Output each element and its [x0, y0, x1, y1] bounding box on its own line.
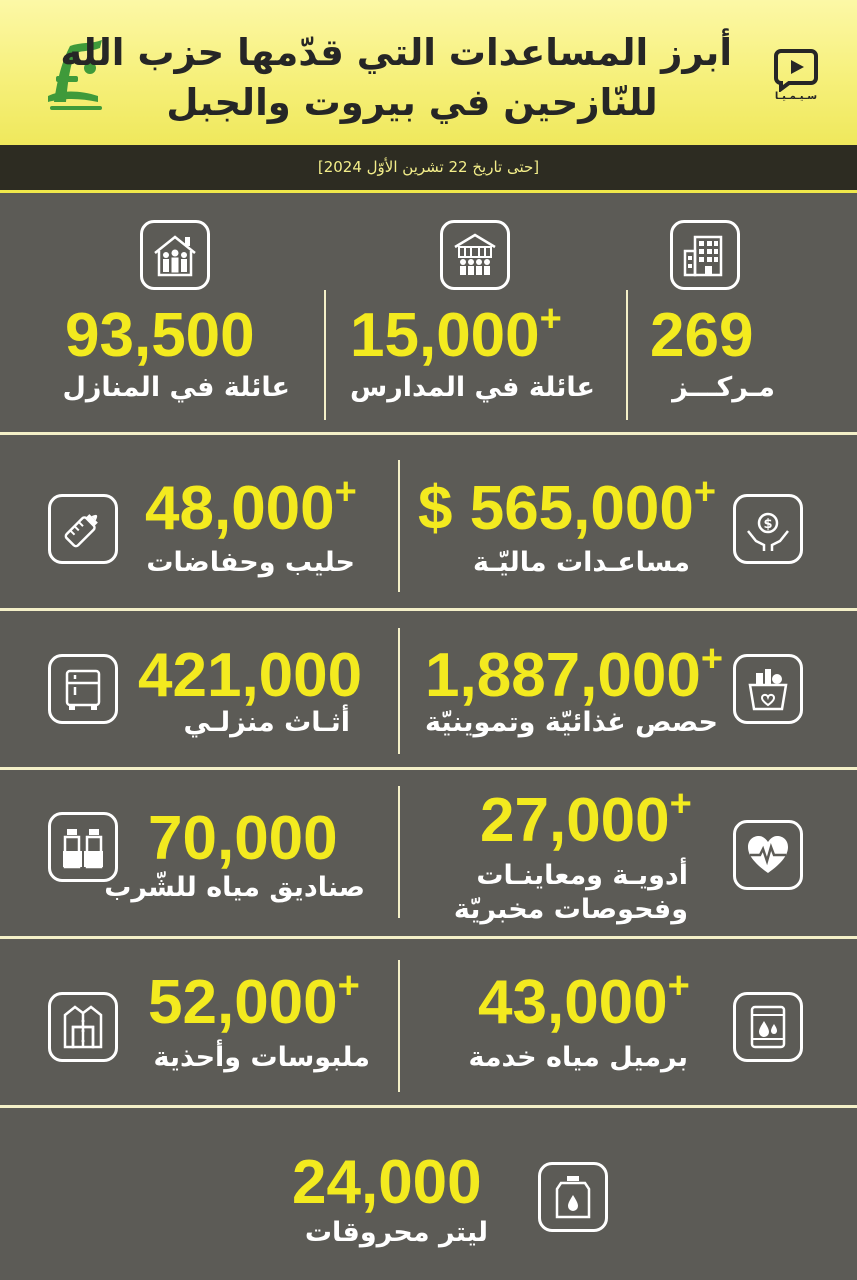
- homes-value: 93,500: [65, 301, 255, 370]
- header: [0, 0, 857, 145]
- homes-label: عائلة في المنازل: [62, 372, 290, 403]
- plus-sign: +: [693, 471, 717, 513]
- clothes-label: ملبوسات وأحذية: [153, 1042, 370, 1073]
- fuel-label: ليتر محروقات: [304, 1217, 488, 1248]
- svg-text:$: $: [763, 517, 773, 532]
- food-box-icon: [733, 654, 803, 724]
- divider: [398, 786, 400, 918]
- brand-logo: [773, 48, 819, 108]
- financial-label: مساعـدات ماليّـة: [472, 547, 690, 578]
- water-boxes-label: صناديق مياه للشّرب: [104, 872, 365, 903]
- fuel-can-icon: [538, 1162, 608, 1232]
- furniture-value: 421,000: [138, 641, 363, 710]
- water-barrels-label: برميل مياه خدمة: [468, 1042, 688, 1073]
- clothes-value: [148, 965, 360, 1037]
- schools-number: 15,000: [350, 301, 540, 370]
- schools-value: [350, 298, 562, 370]
- brand-label: سـيـمـيـا: [774, 91, 818, 102]
- stats-row-5: [0, 939, 857, 1105]
- plus-sign: +: [334, 471, 357, 513]
- financial-value: [418, 471, 717, 543]
- building-icon: [670, 220, 740, 290]
- water-barrels-value: [478, 965, 690, 1037]
- school-families-icon: [440, 220, 510, 290]
- page-title: [60, 28, 732, 128]
- water-barrel-icon: [733, 992, 803, 1062]
- schools-label: عائلة في المدارس: [349, 372, 595, 403]
- play-chat-bubble-icon: [773, 48, 819, 92]
- divider: [398, 628, 400, 754]
- milk-label: حليب وحفاضات: [146, 547, 355, 578]
- plus-sign: +: [667, 965, 690, 1007]
- title-line-1: أبرز المساعدات التي قدّمها حزب الله: [60, 31, 732, 74]
- baby-bottle-icon: [48, 494, 118, 564]
- plus-sign: +: [539, 298, 562, 340]
- plus-sign: +: [669, 783, 692, 825]
- divider: [398, 460, 400, 592]
- fridge-icon: [48, 654, 118, 724]
- medicine-label-line-1: أدويـة ومعاينـات: [476, 860, 688, 891]
- financial-number: $ 565,000: [418, 474, 694, 543]
- centers-value: 269: [650, 301, 754, 370]
- water-barrels-number: 43,000: [478, 968, 668, 1037]
- furniture-label: أثـاث منزلـي: [183, 707, 350, 738]
- plus-sign: +: [337, 965, 360, 1007]
- milk-value: [145, 471, 357, 543]
- centers-label: مـركـــز: [672, 372, 775, 403]
- house-family-icon: [140, 220, 210, 290]
- food-label: حصص غذائيّة وتموينيّة: [424, 707, 718, 738]
- title-line-2: للنّازحين في بيروت والجبل: [166, 81, 658, 124]
- hands-coin-icon: [733, 494, 803, 564]
- date-bar: [0, 145, 857, 193]
- medicine-label-line-2: وفحوصات مخبريّة: [453, 894, 688, 925]
- food-value: [425, 638, 724, 710]
- food-number: 1,887,000: [425, 641, 701, 710]
- plus-sign: +: [700, 638, 724, 680]
- divider: [324, 290, 326, 420]
- medicine-number: 27,000: [480, 786, 670, 855]
- milk-number: 48,000: [145, 474, 335, 543]
- water-boxes-value: 70,000: [148, 804, 338, 873]
- stats-row-4: [0, 770, 857, 936]
- date-note: [حتى تاريخ 22 تشرين الأوّل 2024]: [317, 158, 540, 176]
- heart-pulse-icon: [733, 820, 803, 890]
- divider: [398, 960, 400, 1092]
- clothes-number: 52,000: [148, 968, 338, 1037]
- fuel-value: 24,000: [292, 1148, 482, 1217]
- divider: [626, 290, 628, 420]
- medicine-value: [480, 783, 692, 855]
- shirt-icon: [48, 992, 118, 1062]
